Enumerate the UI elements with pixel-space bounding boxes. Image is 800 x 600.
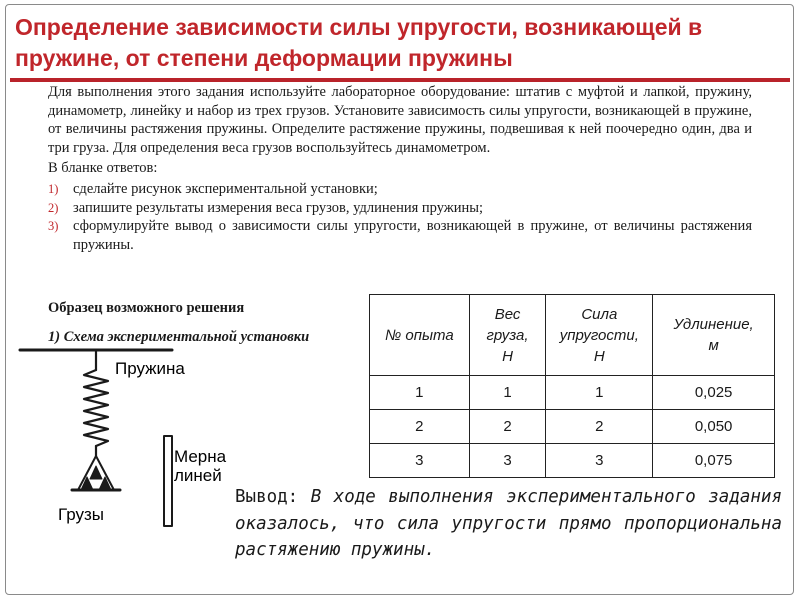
table-row bbox=[370, 410, 775, 444]
table-cell: 3 bbox=[546, 444, 653, 478]
task-item-text: запишите результаты измерения веса грузов, удлинения пружины; bbox=[73, 199, 484, 216]
task-intro: Для выполнения этого задания используйте лабораторное оборудование: штатив с муфтой и лапкой, пружину, динамометр, линейку и набор из трех грузов. Установите зависимость силы упругости, возникающей в пружине, от величины растяжения пружины. Определите растяжение пружины, подвешивая к ней поочередно один, два и три груза. Для определения веса грузов воспользуйтесь динамометром. bbox=[48, 84, 752, 156]
table-cell: 1 bbox=[370, 376, 470, 410]
column-header-trial: № опыта bbox=[370, 295, 470, 376]
task-item-text: сделайте рисунок экспериментальной установки; bbox=[73, 180, 378, 197]
task-item-number: 3) bbox=[48, 219, 59, 234]
task-item-text: сформулируйте вывод о зависимости силы упругости, возникающей в пружине, от величины растяжения пружины. bbox=[73, 218, 752, 253]
schema-caption: 1) Схема экспериментальной установки bbox=[48, 329, 310, 345]
conclusion-label: Вывод: bbox=[235, 487, 299, 507]
table-cell: 3 bbox=[469, 444, 546, 478]
table-cell: 0,075 bbox=[653, 444, 775, 478]
table-cell: 2 bbox=[370, 410, 470, 444]
results-table bbox=[369, 294, 775, 478]
task-item-number: 1) bbox=[48, 181, 59, 196]
column-header-elastic-force: Сила упругости, Н bbox=[546, 295, 653, 376]
slide-title: Определение зависимости силы упругости, возникающей в пружине, от степени деформации пружины bbox=[15, 14, 703, 71]
answer-form-lead: В бланке ответов: bbox=[48, 160, 158, 177]
conclusion bbox=[235, 484, 782, 564]
ruler-body bbox=[164, 436, 172, 526]
table-cell: 3 bbox=[370, 444, 470, 478]
task-block bbox=[48, 83, 752, 254]
table-cell: 2 bbox=[546, 410, 653, 444]
table-header-row bbox=[370, 295, 775, 376]
weights-label: Грузы bbox=[58, 505, 105, 524]
ruler-label-line1: Мерна bbox=[174, 447, 227, 466]
table-cell: 2 bbox=[469, 410, 546, 444]
table-cell: 0,025 bbox=[653, 376, 775, 410]
column-header-weight: Вес груза, Н bbox=[469, 295, 546, 376]
table-row bbox=[370, 376, 775, 410]
table-cell: 0,050 bbox=[653, 410, 775, 444]
spring-label: Пружина bbox=[115, 359, 185, 378]
spring-coil bbox=[84, 370, 108, 446]
column-header-elongation: Удлинение, м bbox=[653, 295, 775, 376]
solution-heading: Образец возможного решения bbox=[48, 300, 245, 316]
ruler-label-line2: линей bbox=[174, 466, 222, 485]
task-list bbox=[48, 180, 752, 254]
setup-figure bbox=[14, 344, 236, 528]
task-item-number: 2) bbox=[48, 200, 59, 215]
task-item bbox=[48, 199, 752, 218]
table-cell: 1 bbox=[546, 376, 653, 410]
table-row bbox=[370, 444, 775, 478]
task-item bbox=[48, 180, 752, 199]
title-underline bbox=[10, 78, 790, 82]
conclusion-text: В ходе выполнения экспериментального задания оказалось, что сила упругости прямо пропорциональна растяжению пружины. bbox=[235, 487, 782, 560]
weight-center bbox=[90, 466, 102, 479]
table-cell: 1 bbox=[469, 376, 546, 410]
task-item bbox=[48, 217, 752, 254]
